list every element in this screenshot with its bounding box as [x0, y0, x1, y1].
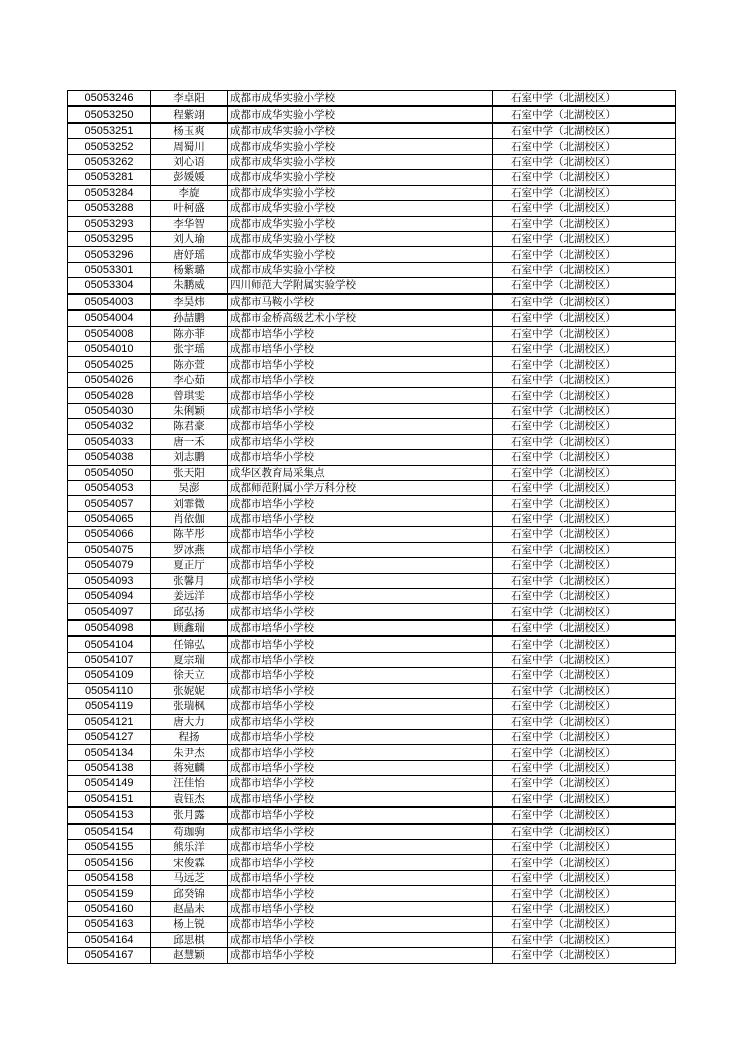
- student-name-cell: 罗冰燕: [151, 542, 228, 557]
- student-id-cell: 05054066: [68, 527, 151, 542]
- admitted-school-cell: 石室中学（北湖校区）: [493, 216, 676, 231]
- table-row: [68, 573, 676, 588]
- admitted-school-cell: 石室中学（北湖校区）: [493, 527, 676, 542]
- table-row: [68, 948, 676, 963]
- primary-school-cell: 成都市培华小学校: [228, 714, 493, 729]
- student-name-cell: 邱弘扬: [151, 604, 228, 620]
- admitted-school-cell: 石室中学（北湖校区）: [493, 807, 676, 823]
- student-id-cell: 05054159: [68, 886, 151, 901]
- student-name-cell: 邱思棋: [151, 932, 228, 947]
- primary-school-cell: 成都市成华实验小学校: [228, 170, 493, 185]
- primary-school-cell: 成都市成华实验小学校: [228, 106, 493, 122]
- primary-school-cell: 成都市培华小学校: [228, 760, 493, 775]
- student-name-cell: 刘心语: [151, 154, 228, 169]
- admitted-school-cell: 石室中学（北湖校区）: [493, 106, 676, 122]
- student-id-cell: 05054158: [68, 870, 151, 885]
- table-row: [68, 216, 676, 231]
- table-row: [68, 683, 676, 698]
- admitted-school-cell: 石室中学（北湖校区）: [493, 652, 676, 667]
- primary-school-cell: 成都市培华小学校: [228, 558, 493, 573]
- primary-school-cell: 成都市培华小学校: [228, 511, 493, 526]
- primary-school-cell: 成都市成华实验小学校: [228, 247, 493, 262]
- primary-school-cell: 成都市培华小学校: [228, 434, 493, 449]
- student-id-cell: 05054050: [68, 465, 151, 480]
- primary-school-cell: 成都市培华小学校: [228, 652, 493, 667]
- admitted-school-cell: 石室中学（北湖校区）: [493, 403, 676, 418]
- student-id-cell: 05054028: [68, 388, 151, 403]
- student-name-cell: 叶柯盛: [151, 201, 228, 216]
- student-id-cell: 05054104: [68, 636, 151, 652]
- table-row: [68, 824, 676, 840]
- table-row: [68, 840, 676, 855]
- primary-school-cell: 成都市培华小学校: [228, 636, 493, 652]
- admitted-school-cell: 石室中学（北湖校区）: [493, 123, 676, 139]
- student-name-cell: 唐妤瑶: [151, 247, 228, 262]
- table-row: [68, 357, 676, 372]
- student-id-cell: 05054155: [68, 840, 151, 855]
- admitted-school-cell: 石室中学（北湖校区）: [493, 434, 676, 449]
- student-id-cell: 05054026: [68, 372, 151, 387]
- admitted-school-cell: 石室中学（北湖校区）: [493, 776, 676, 791]
- student-name-cell: 刘霏微: [151, 496, 228, 511]
- table-row: [68, 604, 676, 620]
- student-name-cell: 陈亦菲: [151, 326, 228, 341]
- student-id-cell: 05053288: [68, 201, 151, 216]
- student-name-cell: 陈君豪: [151, 419, 228, 434]
- table-row: [68, 139, 676, 154]
- table-row: [68, 342, 676, 357]
- table-row: [68, 776, 676, 791]
- primary-school-cell: 成都市培华小学校: [228, 357, 493, 372]
- admitted-school-cell: 石室中学（北湖校区）: [493, 620, 676, 636]
- student-id-cell: 05053250: [68, 106, 151, 122]
- primary-school-cell: 成都市培华小学校: [228, 807, 493, 823]
- primary-school-cell: 成都师范附属小学万科分校: [228, 480, 493, 495]
- table-row: [68, 170, 676, 185]
- admitted-school-cell: 石室中学（北湖校区）: [493, 326, 676, 341]
- student-id-cell: 05054121: [68, 714, 151, 729]
- student-id-cell: 05054032: [68, 419, 151, 434]
- primary-school-cell: 成都市培华小学校: [228, 388, 493, 403]
- primary-school-cell: 成都市培华小学校: [228, 886, 493, 901]
- primary-school-cell: 成都市成华实验小学校: [228, 216, 493, 231]
- student-name-cell: 姜远洋: [151, 589, 228, 604]
- student-id-cell: 05053293: [68, 216, 151, 231]
- table-row: [68, 714, 676, 729]
- admitted-school-cell: 石室中学（北湖校区）: [493, 948, 676, 963]
- student-id-cell: 05054097: [68, 604, 151, 620]
- primary-school-cell: 成都市培华小学校: [228, 342, 493, 357]
- table-row: [68, 558, 676, 573]
- table-row: [68, 372, 676, 387]
- admitted-school-cell: 石室中学（北湖校区）: [493, 201, 676, 216]
- student-id-cell: 05054008: [68, 326, 151, 341]
- primary-school-cell: 成都市培华小学校: [228, 840, 493, 855]
- primary-school-cell: 成都市培华小学校: [228, 683, 493, 698]
- table-row: [68, 480, 676, 495]
- admitted-school-cell: 石室中学（北湖校区）: [493, 870, 676, 885]
- table-row: [68, 450, 676, 465]
- admitted-school-cell: 石室中学（北湖校区）: [493, 419, 676, 434]
- primary-school-cell: 成都市成华实验小学校: [228, 91, 493, 107]
- student-name-cell: 李旋: [151, 185, 228, 200]
- student-id-cell: 05054098: [68, 620, 151, 636]
- student-id-cell: 05053295: [68, 231, 151, 246]
- admitted-school-cell: 石室中学（北湖校区）: [493, 840, 676, 855]
- student-name-cell: 袁钰杰: [151, 791, 228, 807]
- admitted-school-cell: 石室中学（北湖校区）: [493, 901, 676, 916]
- primary-school-cell: 成都市培华小学校: [228, 527, 493, 542]
- table-row: [68, 901, 676, 916]
- table-row: [68, 294, 676, 310]
- student-name-cell: 朱鹏威: [151, 278, 228, 294]
- student-name-cell: 刘人瑜: [151, 231, 228, 246]
- admitted-school-cell: 石室中学（北湖校区）: [493, 231, 676, 246]
- admission-list-table: [67, 90, 676, 964]
- primary-school-cell: 成都市成华实验小学校: [228, 201, 493, 216]
- student-id-cell: 05053246: [68, 91, 151, 107]
- table-row: [68, 917, 676, 932]
- primary-school-cell: 成都市成华实验小学校: [228, 123, 493, 139]
- table-row: [68, 419, 676, 434]
- primary-school-cell: 成都市培华小学校: [228, 948, 493, 963]
- admitted-school-cell: 石室中学（北湖校区）: [493, 465, 676, 480]
- admitted-school-cell: 石室中学（北湖校区）: [493, 185, 676, 200]
- student-id-cell: 05054151: [68, 791, 151, 807]
- admitted-school-cell: 石室中学（北湖校区）: [493, 480, 676, 495]
- table-row: [68, 496, 676, 511]
- table-row: [68, 403, 676, 418]
- student-name-cell: 杨上锐: [151, 917, 228, 932]
- student-id-cell: 05054094: [68, 589, 151, 604]
- primary-school-cell: 成都市成华实验小学校: [228, 154, 493, 169]
- student-name-cell: 唐大力: [151, 714, 228, 729]
- primary-school-cell: 成都市培华小学校: [228, 542, 493, 557]
- primary-school-cell: 成都市培华小学校: [228, 791, 493, 807]
- admitted-school-cell: 石室中学（北湖校区）: [493, 699, 676, 714]
- student-id-cell: 05053304: [68, 278, 151, 294]
- primary-school-cell: 成都市培华小学校: [228, 496, 493, 511]
- table-body: [68, 91, 676, 964]
- table-row: [68, 434, 676, 449]
- student-id-cell: 05054003: [68, 294, 151, 310]
- student-id-cell: 05054109: [68, 668, 151, 683]
- student-id-cell: 05054010: [68, 342, 151, 357]
- student-id-cell: 05054156: [68, 855, 151, 870]
- student-name-cell: 李心茹: [151, 372, 228, 387]
- table-row: [68, 589, 676, 604]
- table-row: [68, 185, 676, 200]
- table-row: [68, 310, 676, 326]
- primary-school-cell: 成都市成华实验小学校: [228, 139, 493, 154]
- student-id-cell: 05054127: [68, 729, 151, 744]
- student-name-cell: 夏宗瑞: [151, 652, 228, 667]
- student-id-cell: 05054030: [68, 403, 151, 418]
- admitted-school-cell: 石室中学（北湖校区）: [493, 496, 676, 511]
- student-name-cell: 孙喆鹏: [151, 310, 228, 326]
- table-row: [68, 123, 676, 139]
- admitted-school-cell: 石室中学（北湖校区）: [493, 573, 676, 588]
- student-id-cell: 05054163: [68, 917, 151, 932]
- student-name-cell: 张馨月: [151, 573, 228, 588]
- admitted-school-cell: 石室中学（北湖校区）: [493, 247, 676, 262]
- admitted-school-cell: 石室中学（北湖校区）: [493, 170, 676, 185]
- primary-school-cell: 成都市培华小学校: [228, 932, 493, 947]
- admitted-school-cell: 石室中学（北湖校区）: [493, 154, 676, 169]
- admitted-school-cell: 石室中学（北湖校区）: [493, 683, 676, 698]
- student-name-cell: 汪佳怡: [151, 776, 228, 791]
- student-name-cell: 陈芊彤: [151, 527, 228, 542]
- student-name-cell: 张月露: [151, 807, 228, 823]
- admitted-school-cell: 石室中学（北湖校区）: [493, 388, 676, 403]
- primary-school-cell: 成都市培华小学校: [228, 824, 493, 840]
- admitted-school-cell: 石室中学（北湖校区）: [493, 932, 676, 947]
- admitted-school-cell: 石室中学（北湖校区）: [493, 558, 676, 573]
- student-id-cell: 05054025: [68, 357, 151, 372]
- student-name-cell: 张天阳: [151, 465, 228, 480]
- student-name-cell: 赵晶未: [151, 901, 228, 916]
- primary-school-cell: 成华区教育局采集点: [228, 465, 493, 480]
- student-name-cell: 朱尹杰: [151, 745, 228, 760]
- student-name-cell: 程扬: [151, 729, 228, 744]
- table-row: [68, 278, 676, 294]
- student-name-cell: 顾鑫瑞: [151, 620, 228, 636]
- primary-school-cell: 成都市培华小学校: [228, 604, 493, 620]
- student-id-cell: 05053251: [68, 123, 151, 139]
- admitted-school-cell: 石室中学（北湖校区）: [493, 139, 676, 154]
- table-row: [68, 106, 676, 122]
- primary-school-cell: 成都市培华小学校: [228, 620, 493, 636]
- table-row: [68, 855, 676, 870]
- student-name-cell: 夏正厅: [151, 558, 228, 573]
- primary-school-cell: 成都市成华实验小学校: [228, 185, 493, 200]
- admitted-school-cell: 石室中学（北湖校区）: [493, 542, 676, 557]
- admitted-school-cell: 石室中学（北湖校区）: [493, 729, 676, 744]
- admitted-school-cell: 石室中学（北湖校区）: [493, 855, 676, 870]
- table-row: [68, 791, 676, 807]
- admitted-school-cell: 石室中学（北湖校区）: [493, 294, 676, 310]
- admitted-school-cell: 石室中学（北湖校区）: [493, 278, 676, 294]
- student-id-cell: 05054093: [68, 573, 151, 588]
- student-name-cell: 刘志鹏: [151, 450, 228, 465]
- table-row: [68, 247, 676, 262]
- student-name-cell: 杨玉爽: [151, 123, 228, 139]
- student-id-cell: 05054153: [68, 807, 151, 823]
- student-name-cell: 周蜀川: [151, 139, 228, 154]
- admitted-school-cell: 石室中学（北湖校区）: [493, 372, 676, 387]
- primary-school-cell: 成都市培华小学校: [228, 699, 493, 714]
- student-id-cell: 05054057: [68, 496, 151, 511]
- student-name-cell: 李华智: [151, 216, 228, 231]
- table-row: [68, 154, 676, 169]
- student-name-cell: 徐天立: [151, 668, 228, 683]
- student-name-cell: 熊乐洋: [151, 840, 228, 855]
- primary-school-cell: 成都市金桥高级艺术小学校: [228, 310, 493, 326]
- student-name-cell: 苟珈驹: [151, 824, 228, 840]
- primary-school-cell: 四川师范大学附属实验学校: [228, 278, 493, 294]
- student-name-cell: 张宇瑶: [151, 342, 228, 357]
- primary-school-cell: 成都市培华小学校: [228, 901, 493, 916]
- student-id-cell: 05054167: [68, 948, 151, 963]
- admitted-school-cell: 石室中学（北湖校区）: [493, 604, 676, 620]
- primary-school-cell: 成都市成华实验小学校: [228, 262, 493, 277]
- table-row: [68, 542, 676, 557]
- student-name-cell: 陈亦萱: [151, 357, 228, 372]
- primary-school-cell: 成都市培华小学校: [228, 855, 493, 870]
- table-row: [68, 745, 676, 760]
- student-name-cell: 张瑞枫: [151, 699, 228, 714]
- admitted-school-cell: 石室中学（北湖校区）: [493, 636, 676, 652]
- admitted-school-cell: 石室中学（北湖校区）: [493, 824, 676, 840]
- primary-school-cell: 成都市培华小学校: [228, 870, 493, 885]
- admitted-school-cell: 石室中学（北湖校区）: [493, 357, 676, 372]
- student-name-cell: 彭媛媛: [151, 170, 228, 185]
- admitted-school-cell: 石室中学（北湖校区）: [493, 886, 676, 901]
- primary-school-cell: 成都市培华小学校: [228, 372, 493, 387]
- student-id-cell: 05054138: [68, 760, 151, 775]
- admitted-school-cell: 石室中学（北湖校区）: [493, 262, 676, 277]
- primary-school-cell: 成都市培华小学校: [228, 403, 493, 418]
- table-row: [68, 729, 676, 744]
- student-name-cell: 任锦弘: [151, 636, 228, 652]
- admitted-school-cell: 石室中学（北湖校区）: [493, 917, 676, 932]
- table-row: [68, 668, 676, 683]
- primary-school-cell: 成都市培华小学校: [228, 729, 493, 744]
- table-row: [68, 870, 676, 885]
- student-id-cell: 05054149: [68, 776, 151, 791]
- student-id-cell: 05054107: [68, 652, 151, 667]
- student-id-cell: 05053301: [68, 262, 151, 277]
- student-id-cell: 05054154: [68, 824, 151, 840]
- student-name-cell: 邱癸锦: [151, 886, 228, 901]
- primary-school-cell: 成都市培华小学校: [228, 326, 493, 341]
- table-row: [68, 201, 676, 216]
- admitted-school-cell: 石室中学（北湖校区）: [493, 310, 676, 326]
- admitted-school-cell: 石室中学（北湖校区）: [493, 668, 676, 683]
- table-row: [68, 932, 676, 947]
- primary-school-cell: 成都市培华小学校: [228, 450, 493, 465]
- student-name-cell: 曾琪雯: [151, 388, 228, 403]
- table-row: [68, 388, 676, 403]
- admitted-school-cell: 石室中学（北湖校区）: [493, 91, 676, 107]
- admitted-school-cell: 石室中学（北湖校区）: [493, 745, 676, 760]
- student-id-cell: 05054053: [68, 480, 151, 495]
- student-id-cell: 05054033: [68, 434, 151, 449]
- primary-school-cell: 成都市培华小学校: [228, 776, 493, 791]
- student-id-cell: 05053252: [68, 139, 151, 154]
- student-id-cell: 05053296: [68, 247, 151, 262]
- student-name-cell: 唐一禾: [151, 434, 228, 449]
- student-name-cell: 朱俐颖: [151, 403, 228, 418]
- student-name-cell: 肖依伽: [151, 511, 228, 526]
- table-row: [68, 807, 676, 823]
- student-id-cell: 05054038: [68, 450, 151, 465]
- student-name-cell: 李卓阳: [151, 91, 228, 107]
- student-name-cell: 马远芝: [151, 870, 228, 885]
- student-name-cell: 宋俊霖: [151, 855, 228, 870]
- primary-school-cell: 成都市成华实验小学校: [228, 231, 493, 246]
- student-id-cell: 05054004: [68, 310, 151, 326]
- student-name-cell: 张妮妮: [151, 683, 228, 698]
- student-id-cell: 05053262: [68, 154, 151, 169]
- primary-school-cell: 成都市培华小学校: [228, 589, 493, 604]
- primary-school-cell: 成都市培华小学校: [228, 419, 493, 434]
- table-row: [68, 886, 676, 901]
- primary-school-cell: 成都市培华小学校: [228, 745, 493, 760]
- admitted-school-cell: 石室中学（北湖校区）: [493, 589, 676, 604]
- table-row: [68, 636, 676, 652]
- primary-school-cell: 成都市培华小学校: [228, 668, 493, 683]
- student-id-cell: 05054079: [68, 558, 151, 573]
- table-row: [68, 465, 676, 480]
- student-id-cell: 05054134: [68, 745, 151, 760]
- table-row: [68, 231, 676, 246]
- admitted-school-cell: 石室中学（北湖校区）: [493, 760, 676, 775]
- table-row: [68, 699, 676, 714]
- admitted-school-cell: 石室中学（北湖校区）: [493, 450, 676, 465]
- primary-school-cell: 成都市培华小学校: [228, 573, 493, 588]
- admitted-school-cell: 石室中学（北湖校区）: [493, 511, 676, 526]
- admitted-school-cell: 石室中学（北湖校区）: [493, 791, 676, 807]
- primary-school-cell: 成都市马鞍小学校: [228, 294, 493, 310]
- student-id-cell: 05054160: [68, 901, 151, 916]
- student-id-cell: 05054119: [68, 699, 151, 714]
- student-id-cell: 05054065: [68, 511, 151, 526]
- table-row: [68, 511, 676, 526]
- table-row: [68, 760, 676, 775]
- student-name-cell: 吴澎: [151, 480, 228, 495]
- table-row: [68, 91, 676, 107]
- student-id-cell: 05053281: [68, 170, 151, 185]
- student-name-cell: 赵慧颖: [151, 948, 228, 963]
- student-id-cell: 05054075: [68, 542, 151, 557]
- table-row: [68, 326, 676, 341]
- admitted-school-cell: 石室中学（北湖校区）: [493, 714, 676, 729]
- admitted-school-cell: 石室中学（北湖校区）: [493, 342, 676, 357]
- primary-school-cell: 成都市培华小学校: [228, 917, 493, 932]
- student-name-cell: 程紫翊: [151, 106, 228, 122]
- student-id-cell: 05054110: [68, 683, 151, 698]
- table-row: [68, 652, 676, 667]
- table-row: [68, 262, 676, 277]
- student-name-cell: 蒋宛麟: [151, 760, 228, 775]
- student-name-cell: 李昊炜: [151, 294, 228, 310]
- table-row: [68, 527, 676, 542]
- student-id-cell: 05054164: [68, 932, 151, 947]
- student-name-cell: 杨紫璐: [151, 262, 228, 277]
- student-id-cell: 05053284: [68, 185, 151, 200]
- table-row: [68, 620, 676, 636]
